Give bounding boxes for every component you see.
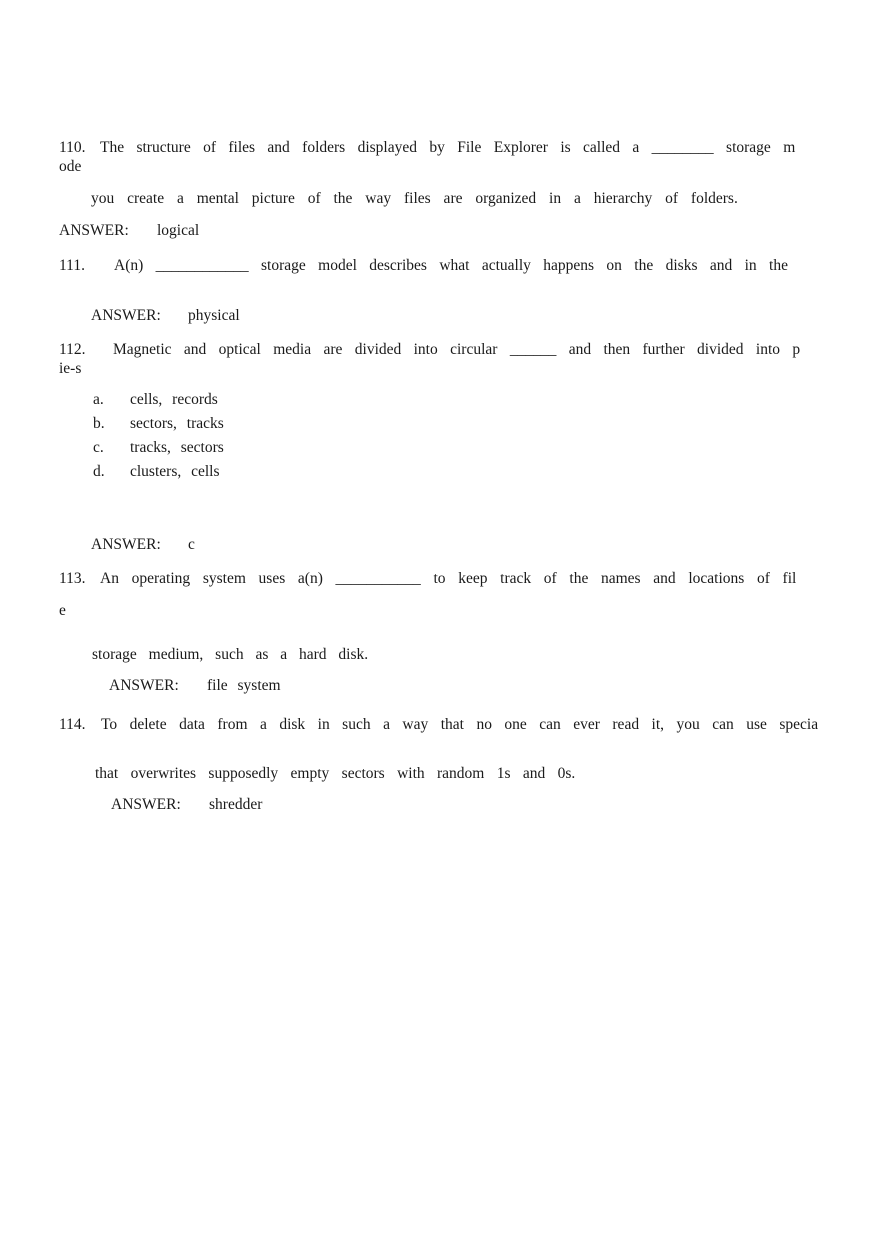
question-number: 113. xyxy=(59,570,86,587)
option-letter: b. xyxy=(93,415,105,432)
question-stem-wrap: ode xyxy=(59,158,82,175)
question-stem: The structure of files and folders displayed by File Explorer is called a ________ storage m xyxy=(100,139,796,156)
question-stem: A(n) ____________ storage model describes what actually happens on the disks and in the xyxy=(114,257,788,274)
answer-value: shredder xyxy=(209,796,263,813)
question-number: 114. xyxy=(59,716,86,733)
option-text: sectors, tracks xyxy=(130,415,224,432)
option-text: tracks, sectors xyxy=(130,439,224,456)
answer-value: c xyxy=(188,536,195,553)
question-number: 111. xyxy=(59,257,85,274)
option-text: cells, records xyxy=(130,391,218,408)
question-continuation: you create a mental picture of the way files are organized in a hierarchy of folders. xyxy=(91,190,738,207)
answer-label: ANSWER: xyxy=(109,677,179,694)
answer-label: ANSWER: xyxy=(91,307,161,324)
answer-value: file system xyxy=(207,677,281,694)
question-number: 112. xyxy=(59,341,86,358)
answer-label: ANSWER: xyxy=(111,796,181,813)
question-stem: Magnetic and optical media are divided into circular ______ and then further divided into p xyxy=(113,341,801,358)
answer-label: ANSWER: xyxy=(59,222,129,239)
option-text: clusters, cells xyxy=(130,463,220,480)
answer-label: ANSWER: xyxy=(91,536,161,553)
question-stem-wrap: e xyxy=(59,602,66,619)
answer-value: physical xyxy=(188,307,240,324)
question-continuation: that overwrites supposedly empty sectors with random 1s and 0s. xyxy=(95,765,576,782)
option-letter: a. xyxy=(93,391,104,408)
question-continuation: storage medium, such as a hard disk. xyxy=(92,646,369,663)
option-letter: c. xyxy=(93,439,104,456)
question-stem-wrap: ie-s xyxy=(59,360,82,377)
question-stem: An operating system uses a(n) ___________ to keep track of the names and locations of fil xyxy=(100,570,797,587)
answer-value: logical xyxy=(157,222,200,239)
question-number: 110. xyxy=(59,139,86,156)
question-stem: To delete data from a disk in such a way that no one can ever read it, you can use specia xyxy=(101,716,819,733)
option-letter: d. xyxy=(93,463,105,480)
